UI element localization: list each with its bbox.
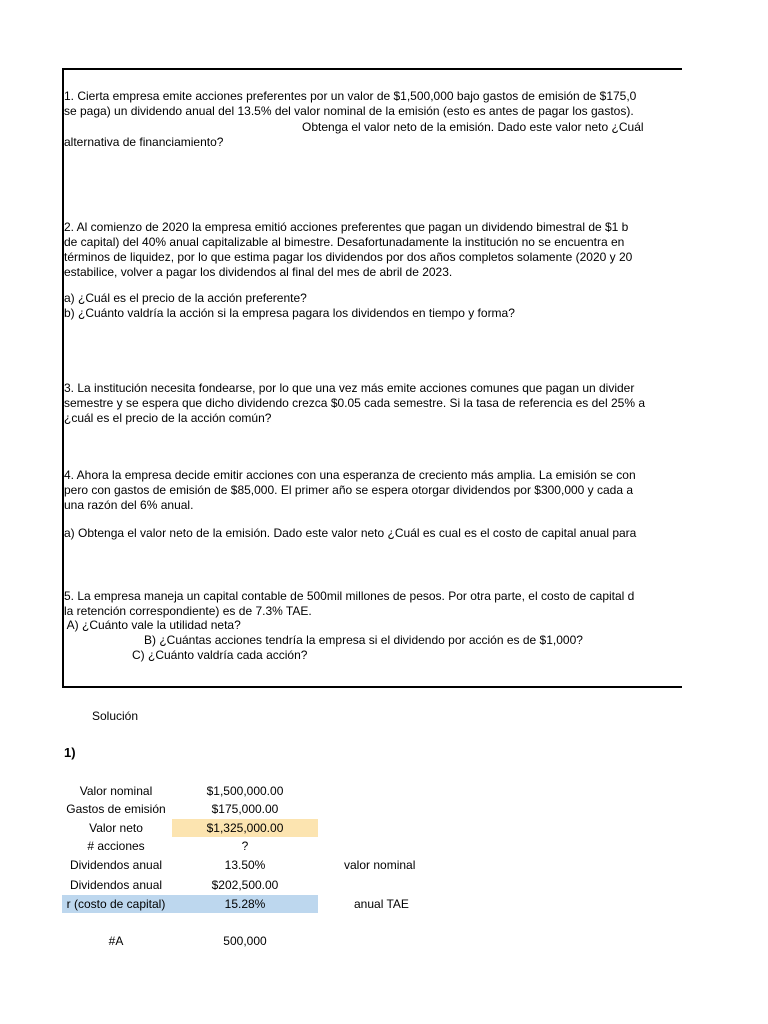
row-label: Gastos de emisión [66, 802, 166, 816]
section-1-heading: 1) [64, 745, 76, 760]
problem-statement-box [62, 68, 682, 688]
row-label: Dividendos anual [69, 858, 163, 872]
row-label: Valor neto [89, 821, 143, 835]
problem-2-question-a: a) ¿Cuál es el precio de la acción preferente? [64, 291, 307, 305]
row-label: Dividendos anual [69, 878, 163, 892]
row-value[interactable]: $1,500,000.00 [206, 784, 284, 798]
problem-1-line-1: 1. Cierta empresa emite acciones preferentes por un valor de $1,500,000 bajo gastos de emisión de $175,0 [64, 89, 637, 103]
row-value[interactable]: $175,000.00 [211, 802, 279, 816]
solution-title: Solución [92, 709, 139, 723]
row-value[interactable]: ? [241, 839, 249, 853]
row-value[interactable]: 500,000 [223, 934, 267, 948]
problem-2-line-4: estabilice, volver a pagar los dividendos al final del mes de abril de 2023. [64, 265, 453, 279]
row-value[interactable]: 13.50% [224, 858, 266, 872]
problem-3-line-3: ¿cuál es el precio de la acción común? [64, 411, 272, 425]
row-label: Valor nominal [79, 784, 153, 798]
problem-1-line-2: se paga) un dividendo anual del 13.5% del valor nominal de la emisión (esto es antes de pagar los gastos). [64, 104, 634, 118]
problem-5-question-a: A) ¿Cuánto vale la utilidad neta? [64, 618, 241, 632]
problem-1-line-3: Obtenga el valor neto de la emisión. Dado este valor neto ¿Cuál [302, 120, 644, 134]
problem-4-line-1: 4. Ahora la empresa decide emitir acciones con una esperanza de creciento más amplia. La emisión se con [64, 468, 636, 482]
problem-2-line-2: de capital) del 40% anual capitalizable al bimestre. Desafortunadamente la institución no se encuentra en [64, 235, 625, 249]
problem-5-question-b: B) ¿Cuántas acciones tendría la empresa si el dividendo por acción es de $1,000? [144, 633, 583, 647]
problem-4-question-a: a) Obtenga el valor neto de la emisión. Dado este valor neto ¿Cuál es cual es el costo de capital anual para [64, 526, 637, 540]
net-value-cell[interactable]: $1,325,000.00 [172, 819, 318, 837]
cost-of-capital-row [62, 895, 409, 913]
problem-5-line-1: 5. La empresa maneja un capital contable de 500mil millones de pesos. Por otra parte, el costo de capital d [64, 589, 635, 603]
problem-5-line-2: la retención correspondiente) es de 7.3% TAE. [64, 604, 312, 618]
problem-4-line-3: una razón del 6% anual. [64, 498, 194, 512]
problem-2-question-b: b) ¿Cuánto valdría la acción si la empresa pagara los dividendos en tiempo y forma? [64, 306, 515, 320]
problem-4-line-2: pero con gastos de emisión de $85,000. El primer año se espera otorgar dividendos por $300,000 y cada a [64, 483, 634, 497]
problem-2-line-3: términos de liquidez, por lo que estima pagar los dividendos por dos años completos solamente (2020 y 20 [64, 250, 633, 264]
row-label: # acciones [87, 839, 145, 853]
row-note: anual TAE [354, 897, 409, 911]
cost-of-capital-cell[interactable]: 15.28% [224, 897, 266, 911]
problem-5-question-c: C) ¿Cuánto valdría cada acción? [132, 648, 308, 662]
row-note: valor nominal [344, 858, 416, 872]
problem-1-line-4: alternativa de financiamiento? [64, 135, 224, 149]
row-label: #A [108, 934, 124, 948]
problem-3-line-1: 3. La institución necesita fondearse, por lo que una vez más emite acciones comunes que pagan un divider [64, 381, 635, 395]
row-label: r (costo de capital) [66, 897, 166, 911]
problem-2-line-1: 2. Al comienzo de 2020 la empresa emitió acciones preferentes que pagan un dividendo bimestral de $1 b [64, 220, 629, 234]
problem-3-line-2: semestre y se espera que dicho dividendo crezca $0.05 cada semestre. Si la tasa de referencia es del 25% a [64, 396, 645, 410]
row-value[interactable]: $202,500.00 [211, 878, 279, 892]
